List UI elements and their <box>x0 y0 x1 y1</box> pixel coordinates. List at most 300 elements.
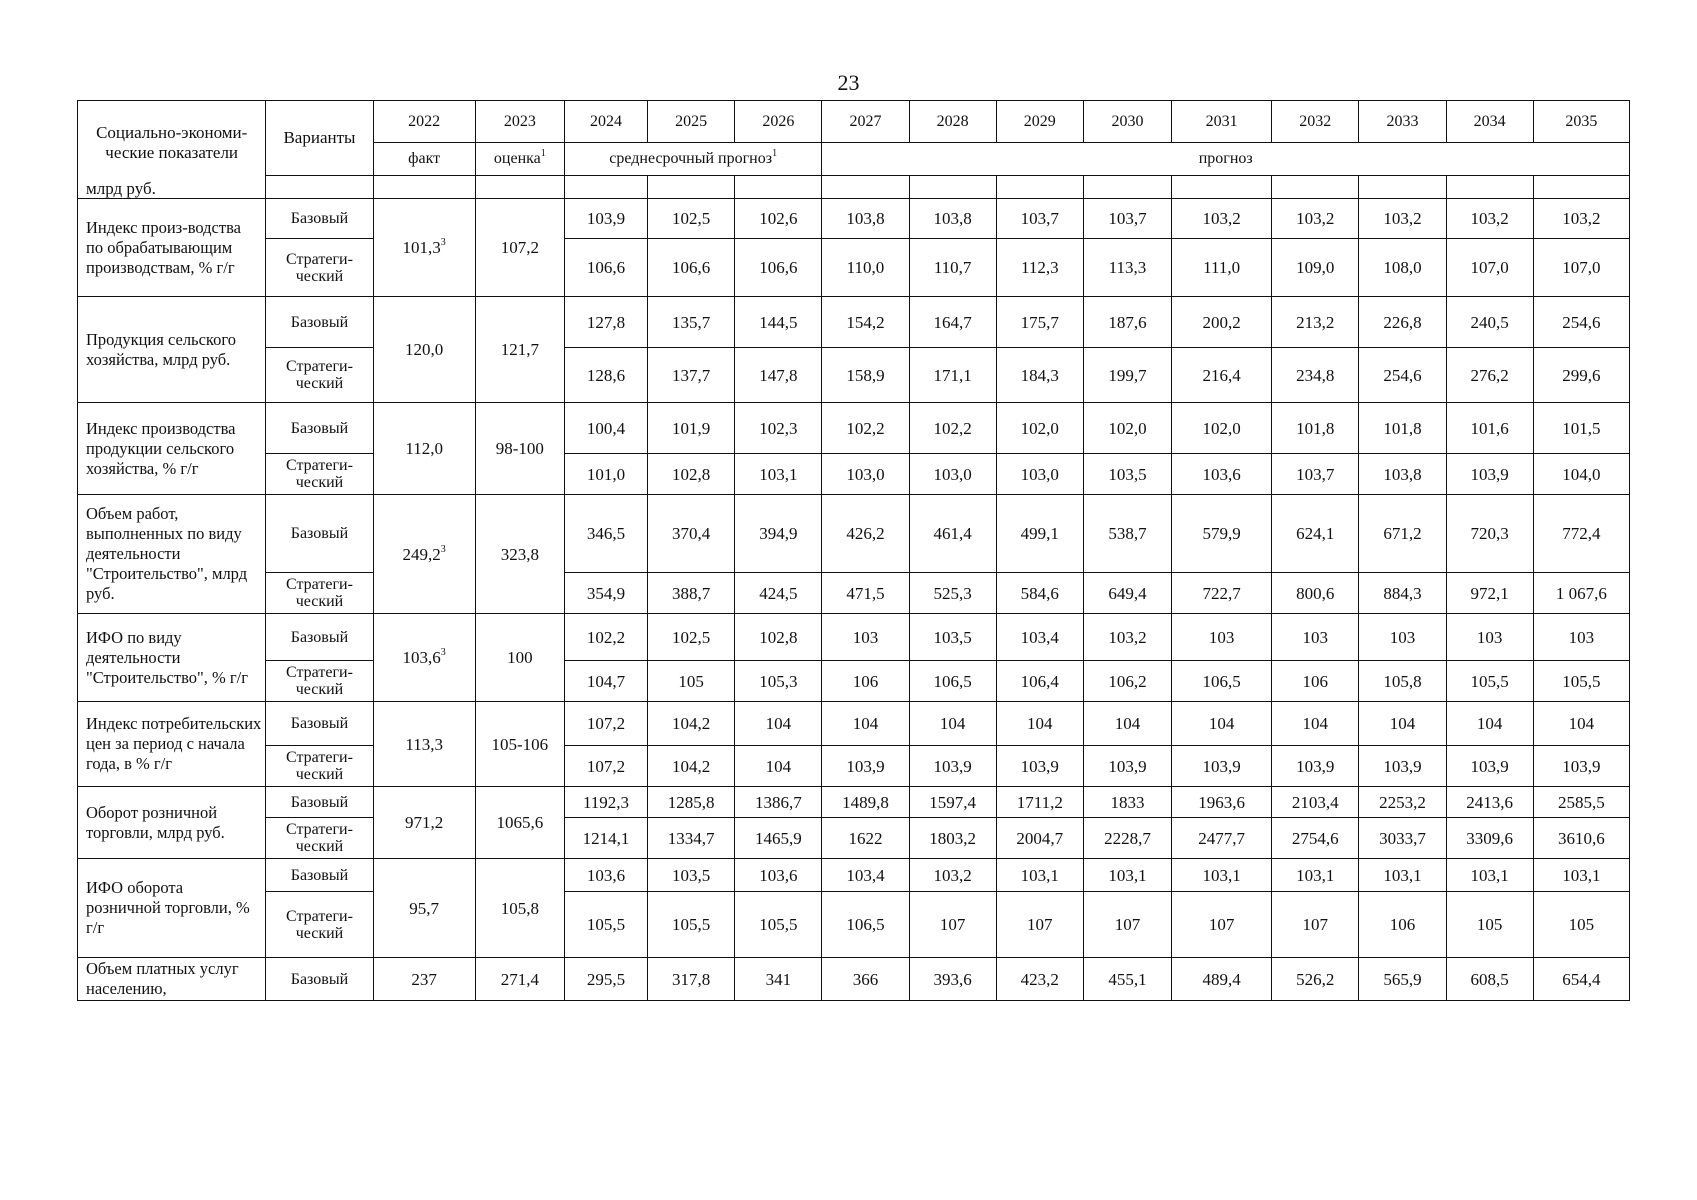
value-cell: 1192,3 <box>564 787 647 818</box>
value-cell: 884,3 <box>1359 573 1446 614</box>
estimate-value: 323,8 <box>475 495 564 614</box>
indicator-name: Продукция сельского хозяйства, млрд руб. <box>78 297 266 403</box>
value-cell: 2103,4 <box>1272 787 1359 818</box>
variant-name: Базовый <box>266 614 373 661</box>
variant-name: Стратеги-ческий <box>266 661 373 702</box>
value-cell: 1597,4 <box>909 787 996 818</box>
header-spacer-cell <box>1533 175 1629 198</box>
value-cell: 1214,1 <box>564 818 647 859</box>
value-cell: 103 <box>1272 614 1359 661</box>
value-cell: 103,2 <box>1533 199 1629 239</box>
header-spacer-cell <box>1272 175 1359 198</box>
indicator-name: Индекс производства продукции сельского хозяйства, % г/г <box>78 403 266 495</box>
value-cell: 103,2 <box>1446 199 1533 239</box>
table-row <box>78 403 1630 454</box>
value-cell: 102,2 <box>909 403 996 454</box>
table-row <box>78 239 1630 297</box>
table-row <box>78 297 1630 348</box>
value-cell: 2754,6 <box>1272 818 1359 859</box>
value-cell: 103,4 <box>822 859 909 892</box>
table-row <box>78 199 1630 239</box>
value-cell: 104 <box>1359 702 1446 746</box>
value-cell: 106,5 <box>1172 661 1272 702</box>
fact-value: 113,3 <box>373 702 475 787</box>
value-cell: 103,8 <box>1359 454 1446 495</box>
value-cell: 103,1 <box>1533 859 1629 892</box>
value-cell: 624,1 <box>1272 495 1359 573</box>
value-cell: 103,9 <box>822 746 909 787</box>
value-cell: 103 <box>822 614 909 661</box>
variant-name: Стратеги-ческий <box>266 746 373 787</box>
value-cell: 471,5 <box>822 573 909 614</box>
value-cell: 107,0 <box>1533 239 1629 297</box>
value-cell: 2413,6 <box>1446 787 1533 818</box>
value-cell: 104,7 <box>564 661 647 702</box>
value-cell: 1833 <box>1083 787 1171 818</box>
value-cell: 1622 <box>822 818 909 859</box>
value-cell: 102,3 <box>735 403 822 454</box>
header-year-2032: 2032 <box>1272 101 1359 143</box>
value-cell: 103,9 <box>564 199 647 239</box>
header-year-2030: 2030 <box>1083 101 1171 143</box>
value-cell: 1 067,6 <box>1533 573 1629 614</box>
value-cell: 101,6 <box>1446 403 1533 454</box>
value-cell: 106,6 <box>648 239 735 297</box>
value-cell: 2253,2 <box>1359 787 1446 818</box>
value-cell: 103,2 <box>909 859 996 892</box>
value-cell: 800,6 <box>1272 573 1359 614</box>
header-spacer-cell <box>735 175 822 198</box>
value-cell: 103,5 <box>1083 454 1171 495</box>
fact-value: 112,0 <box>373 403 475 495</box>
header-year-2028: 2028 <box>909 101 996 143</box>
value-cell: 102,5 <box>648 199 735 239</box>
value-cell: 103,5 <box>909 614 996 661</box>
value-cell: 137,7 <box>648 348 735 403</box>
variant-name: Стратеги-ческий <box>266 239 373 297</box>
value-cell: 106,5 <box>909 661 996 702</box>
indicator-name: Индекс произ-водства по обрабатывающим производствам, % г/г <box>78 199 266 297</box>
value-cell: 102,8 <box>735 614 822 661</box>
table-row <box>78 614 1630 661</box>
header-spacer-cell <box>909 175 996 198</box>
value-cell: 135,7 <box>648 297 735 348</box>
value-cell: 106 <box>1359 892 1446 958</box>
value-cell: 103,9 <box>909 746 996 787</box>
value-cell: 102,2 <box>822 403 909 454</box>
value-cell: 276,2 <box>1446 348 1533 403</box>
value-cell: 105,8 <box>1359 661 1446 702</box>
value-cell: 103,1 <box>735 454 822 495</box>
header-year-2034: 2034 <box>1446 101 1533 143</box>
header-year-2023: 2023 <box>475 101 564 143</box>
value-cell: 103,0 <box>909 454 996 495</box>
header-spacer-cell <box>648 175 735 198</box>
fact-value: 95,7 <box>373 859 475 958</box>
value-cell: 175,7 <box>996 297 1083 348</box>
value-cell: 104 <box>909 702 996 746</box>
value-cell: 104,2 <box>648 702 735 746</box>
value-cell: 346,5 <box>564 495 647 573</box>
value-cell: 103,9 <box>996 746 1083 787</box>
value-cell: 103,6 <box>735 859 822 892</box>
value-cell: 103,9 <box>1359 746 1446 787</box>
value-cell: 105,5 <box>1446 661 1533 702</box>
value-cell: 154,2 <box>822 297 909 348</box>
value-cell: 187,6 <box>1083 297 1171 348</box>
value-cell: 107 <box>996 892 1083 958</box>
value-cell: 103 <box>1446 614 1533 661</box>
value-cell: 103,2 <box>1359 199 1446 239</box>
value-cell: 1803,2 <box>909 818 996 859</box>
value-cell: 424,5 <box>735 573 822 614</box>
value-cell: 105,5 <box>564 892 647 958</box>
estimate-value: 1065,6 <box>475 787 564 859</box>
value-cell: 100,4 <box>564 403 647 454</box>
value-cell: 164,7 <box>909 297 996 348</box>
value-cell: 101,8 <box>1272 403 1359 454</box>
value-cell: 104 <box>1083 702 1171 746</box>
value-cell: 103,1 <box>1172 859 1272 892</box>
fact-value: 237 <box>373 958 475 1001</box>
value-cell: 2585,5 <box>1533 787 1629 818</box>
header-year-2035: 2035 <box>1533 101 1629 143</box>
value-cell: 109,0 <box>1272 239 1359 297</box>
value-cell: 147,8 <box>735 348 822 403</box>
value-cell: 102,0 <box>1172 403 1272 454</box>
value-cell: 103,1 <box>1083 859 1171 892</box>
value-cell: 104 <box>735 746 822 787</box>
value-cell: 101,5 <box>1533 403 1629 454</box>
value-cell: 107 <box>1272 892 1359 958</box>
header-spacer-cell <box>822 175 909 198</box>
variant-name: Базовый <box>266 787 373 818</box>
value-cell: 199,7 <box>1083 348 1171 403</box>
value-cell: 104,0 <box>1533 454 1629 495</box>
value-cell: 254,6 <box>1359 348 1446 403</box>
value-cell: 103,0 <box>822 454 909 495</box>
value-cell: 103,7 <box>1083 199 1171 239</box>
value-cell: 106,6 <box>564 239 647 297</box>
value-cell: 393,6 <box>909 958 996 1001</box>
value-cell: 216,4 <box>1172 348 1272 403</box>
value-cell: 720,3 <box>1446 495 1533 573</box>
header-spacer-cell <box>475 175 564 198</box>
value-cell: 388,7 <box>648 573 735 614</box>
page-number: 23 <box>837 70 860 95</box>
value-cell: 102,2 <box>564 614 647 661</box>
value-cell: 240,5 <box>1446 297 1533 348</box>
value-cell: 104 <box>822 702 909 746</box>
value-cell: 455,1 <box>1083 958 1171 1001</box>
value-cell: 110,7 <box>909 239 996 297</box>
value-cell: 200,2 <box>1172 297 1272 348</box>
value-cell: 526,2 <box>1272 958 1359 1001</box>
variant-name: Стратеги-ческий <box>266 348 373 403</box>
table-row <box>78 958 1630 1001</box>
table-row <box>78 348 1630 403</box>
value-cell: 105 <box>1446 892 1533 958</box>
header-spacer-cell <box>266 175 373 198</box>
header-spacer-cell <box>1172 175 1272 198</box>
value-cell: 722,7 <box>1172 573 1272 614</box>
value-cell: 103,2 <box>1172 199 1272 239</box>
value-cell: 171,1 <box>909 348 996 403</box>
estimate-value: 98-100 <box>475 403 564 495</box>
indicator-name: Оборот розничной торговли, млрд руб. <box>78 787 266 859</box>
value-cell: 103,2 <box>1272 199 1359 239</box>
table-row <box>78 859 1630 892</box>
value-cell: 102,8 <box>648 454 735 495</box>
value-cell: 106,4 <box>996 661 1083 702</box>
forecast-table <box>77 100 1630 1001</box>
header-year-2031: 2031 <box>1172 101 1272 143</box>
value-cell: 366 <box>822 958 909 1001</box>
value-cell: 111,0 <box>1172 239 1272 297</box>
value-cell: 101,8 <box>1359 403 1446 454</box>
table-row <box>78 892 1630 958</box>
indicator-name: Объем платных услуг населению, <box>78 958 266 1001</box>
header-period-estimate: оценка$^1$ <box>475 143 564 176</box>
value-cell: 103,7 <box>996 199 1083 239</box>
value-cell: 103,1 <box>1359 859 1446 892</box>
value-cell: 106 <box>1272 661 1359 702</box>
value-cell: 1465,9 <box>735 818 822 859</box>
value-cell: 103,5 <box>648 859 735 892</box>
value-cell: 213,2 <box>1272 297 1359 348</box>
value-cell: 107 <box>909 892 996 958</box>
indicator-name: Индекс потребительских цен за период с начала года, в % г/г <box>78 702 266 787</box>
variant-name: Стратеги-ческий <box>266 573 373 614</box>
value-cell: 103,4 <box>996 614 1083 661</box>
header-period-fact: факт <box>373 143 475 176</box>
value-cell: 104 <box>996 702 1083 746</box>
value-cell: 105,5 <box>1533 661 1629 702</box>
value-cell: 102,0 <box>996 403 1083 454</box>
value-cell: 499,1 <box>996 495 1083 573</box>
value-cell: 1386,7 <box>735 787 822 818</box>
value-cell: 1285,8 <box>648 787 735 818</box>
value-cell: 3309,6 <box>1446 818 1533 859</box>
value-cell: 103,6 <box>564 859 647 892</box>
value-cell: 108,0 <box>1359 239 1446 297</box>
header-spacer-row <box>78 175 1630 198</box>
value-cell: 1334,7 <box>648 818 735 859</box>
value-cell: 103,9 <box>1533 746 1629 787</box>
value-cell: 104 <box>1272 702 1359 746</box>
value-cell: 226,8 <box>1359 297 1446 348</box>
value-cell: 579,9 <box>1172 495 1272 573</box>
value-cell: 608,5 <box>1446 958 1533 1001</box>
value-cell: 104 <box>735 702 822 746</box>
estimate-value: 105-106 <box>475 702 564 787</box>
table-row <box>78 661 1630 702</box>
table-row <box>78 787 1630 818</box>
estimate-value: 107,2 <box>475 199 564 297</box>
value-cell: 1489,8 <box>822 787 909 818</box>
value-cell: 354,9 <box>564 573 647 614</box>
value-cell: 107,2 <box>564 702 647 746</box>
value-cell: 127,8 <box>564 297 647 348</box>
value-cell: 103,6 <box>1172 454 1272 495</box>
value-cell: 461,4 <box>909 495 996 573</box>
header-spacer-cell <box>373 175 475 198</box>
header-year-2026: 2026 <box>735 101 822 143</box>
value-cell: 107 <box>1083 892 1171 958</box>
value-cell: 107 <box>1172 892 1272 958</box>
header-spacer-cell <box>1446 175 1533 198</box>
value-cell: 103,1 <box>1446 859 1533 892</box>
header-variants: Варианты <box>266 101 373 176</box>
value-cell: 103,8 <box>909 199 996 239</box>
variant-name: Базовый <box>266 199 373 239</box>
value-cell: 104 <box>1533 702 1629 746</box>
value-cell: 104,2 <box>648 746 735 787</box>
value-cell: 104 <box>1446 702 1533 746</box>
header-year-2025: 2025 <box>648 101 735 143</box>
header-period-forecast: прогноз <box>822 143 1630 176</box>
value-cell: 299,6 <box>1533 348 1629 403</box>
table-row <box>78 573 1630 614</box>
value-cell: 103 <box>1533 614 1629 661</box>
value-cell: 128,6 <box>564 348 647 403</box>
header-spacer-cell <box>1083 175 1171 198</box>
value-cell: 295,5 <box>564 958 647 1001</box>
variant-name: Базовый <box>266 495 373 573</box>
value-cell: 426,2 <box>822 495 909 573</box>
estimate-value: 271,4 <box>475 958 564 1001</box>
value-cell: 103,8 <box>822 199 909 239</box>
value-cell: 3610,6 <box>1533 818 1629 859</box>
value-cell: 103 <box>1359 614 1446 661</box>
estimate-value: 105,8 <box>475 859 564 958</box>
header-year-2022: 2022 <box>373 101 475 143</box>
value-cell: 649,4 <box>1083 573 1171 614</box>
fact-value: 101,3$^3$ <box>373 199 475 297</box>
value-cell: 144,5 <box>735 297 822 348</box>
value-cell: 103,1 <box>1272 859 1359 892</box>
value-cell: 105 <box>1533 892 1629 958</box>
table-row <box>78 818 1630 859</box>
value-cell: 103,1 <box>996 859 1083 892</box>
header-indicator-label: Социально-экономи-ческие показатели <box>96 123 248 162</box>
estimate-value: 121,7 <box>475 297 564 403</box>
value-cell: 234,8 <box>1272 348 1359 403</box>
value-cell: 2228,7 <box>1083 818 1171 859</box>
header-year-2027: 2027 <box>822 101 909 143</box>
value-cell: 103,9 <box>1083 746 1171 787</box>
value-cell: 103,7 <box>1272 454 1359 495</box>
variant-name: Базовый <box>266 859 373 892</box>
value-cell: 103,2 <box>1083 614 1171 661</box>
header-spacer-cell <box>996 175 1083 198</box>
header-period-medium: среднесрочный прогноз$^1$ <box>564 143 821 176</box>
value-cell: 1711,2 <box>996 787 1083 818</box>
fact-value: 120,0 <box>373 297 475 403</box>
value-cell: 972,1 <box>1446 573 1533 614</box>
value-cell: 525,3 <box>909 573 996 614</box>
value-cell: 103,0 <box>996 454 1083 495</box>
variant-name: Стратеги-ческий <box>266 454 373 495</box>
variant-name: Стратеги-ческий <box>266 892 373 958</box>
value-cell: 105,3 <box>735 661 822 702</box>
fact-value: 971,2 <box>373 787 475 859</box>
fact-value: 249,2$^3$ <box>373 495 475 614</box>
header-year-2024: 2024 <box>564 101 647 143</box>
table-row <box>78 746 1630 787</box>
table-row <box>78 495 1630 573</box>
value-cell: 113,3 <box>1083 239 1171 297</box>
header-spacer-cell <box>1359 175 1446 198</box>
value-cell: 2004,7 <box>996 818 1083 859</box>
value-cell: 565,9 <box>1359 958 1446 1001</box>
value-cell: 105,5 <box>648 892 735 958</box>
fact-value: 103,6$^3$ <box>373 614 475 702</box>
variant-name: Базовый <box>266 958 373 1001</box>
indicator-name: Объем работ, выполненных по виду деятельности "Строительство", млрд руб. <box>78 495 266 614</box>
value-cell: 102,6 <box>735 199 822 239</box>
indicator-name: ИФО по виду деятельности "Строительство", % г/г <box>78 614 266 702</box>
value-cell: 103 <box>1172 614 1272 661</box>
value-cell: 103,9 <box>1172 746 1272 787</box>
table-row <box>78 702 1630 746</box>
value-cell: 2477,7 <box>1172 818 1272 859</box>
value-cell: 106,6 <box>735 239 822 297</box>
value-cell: 654,4 <box>1533 958 1629 1001</box>
value-cell: 584,6 <box>996 573 1083 614</box>
value-cell: 107,2 <box>564 746 647 787</box>
value-cell: 102,5 <box>648 614 735 661</box>
value-cell: 254,6 <box>1533 297 1629 348</box>
header-indicator-cell <box>78 101 266 199</box>
value-cell: 538,7 <box>1083 495 1171 573</box>
variant-name: Стратеги-ческий <box>266 818 373 859</box>
value-cell: 423,2 <box>996 958 1083 1001</box>
indicator-name: ИФО оборота розничной торговли, % г/г <box>78 859 266 958</box>
value-cell: 671,2 <box>1359 495 1446 573</box>
header-year-2033: 2033 <box>1359 101 1446 143</box>
value-cell: 341 <box>735 958 822 1001</box>
value-cell: 394,9 <box>735 495 822 573</box>
header-year-2029: 2029 <box>996 101 1083 143</box>
value-cell: 107,0 <box>1446 239 1533 297</box>
header-spacer-cell <box>564 175 647 198</box>
table-row <box>78 454 1630 495</box>
value-cell: 110,0 <box>822 239 909 297</box>
value-cell: 103,9 <box>1446 454 1533 495</box>
value-cell: 112,3 <box>996 239 1083 297</box>
estimate-value: 100 <box>475 614 564 702</box>
value-cell: 772,4 <box>1533 495 1629 573</box>
value-cell: 104 <box>1172 702 1272 746</box>
value-cell: 101,0 <box>564 454 647 495</box>
header-years-row <box>78 101 1630 143</box>
value-cell: 184,3 <box>996 348 1083 403</box>
value-cell: 3033,7 <box>1359 818 1446 859</box>
value-cell: 106,2 <box>1083 661 1171 702</box>
variant-name: Базовый <box>266 403 373 454</box>
value-cell: 101,9 <box>648 403 735 454</box>
value-cell: 103,9 <box>1272 746 1359 787</box>
value-cell: 158,9 <box>822 348 909 403</box>
variant-name: Базовый <box>266 297 373 348</box>
value-cell: 489,4 <box>1172 958 1272 1001</box>
value-cell: 105,5 <box>735 892 822 958</box>
value-cell: 106,5 <box>822 892 909 958</box>
value-cell: 102,0 <box>1083 403 1171 454</box>
value-cell: 105 <box>648 661 735 702</box>
value-cell: 103,9 <box>1446 746 1533 787</box>
